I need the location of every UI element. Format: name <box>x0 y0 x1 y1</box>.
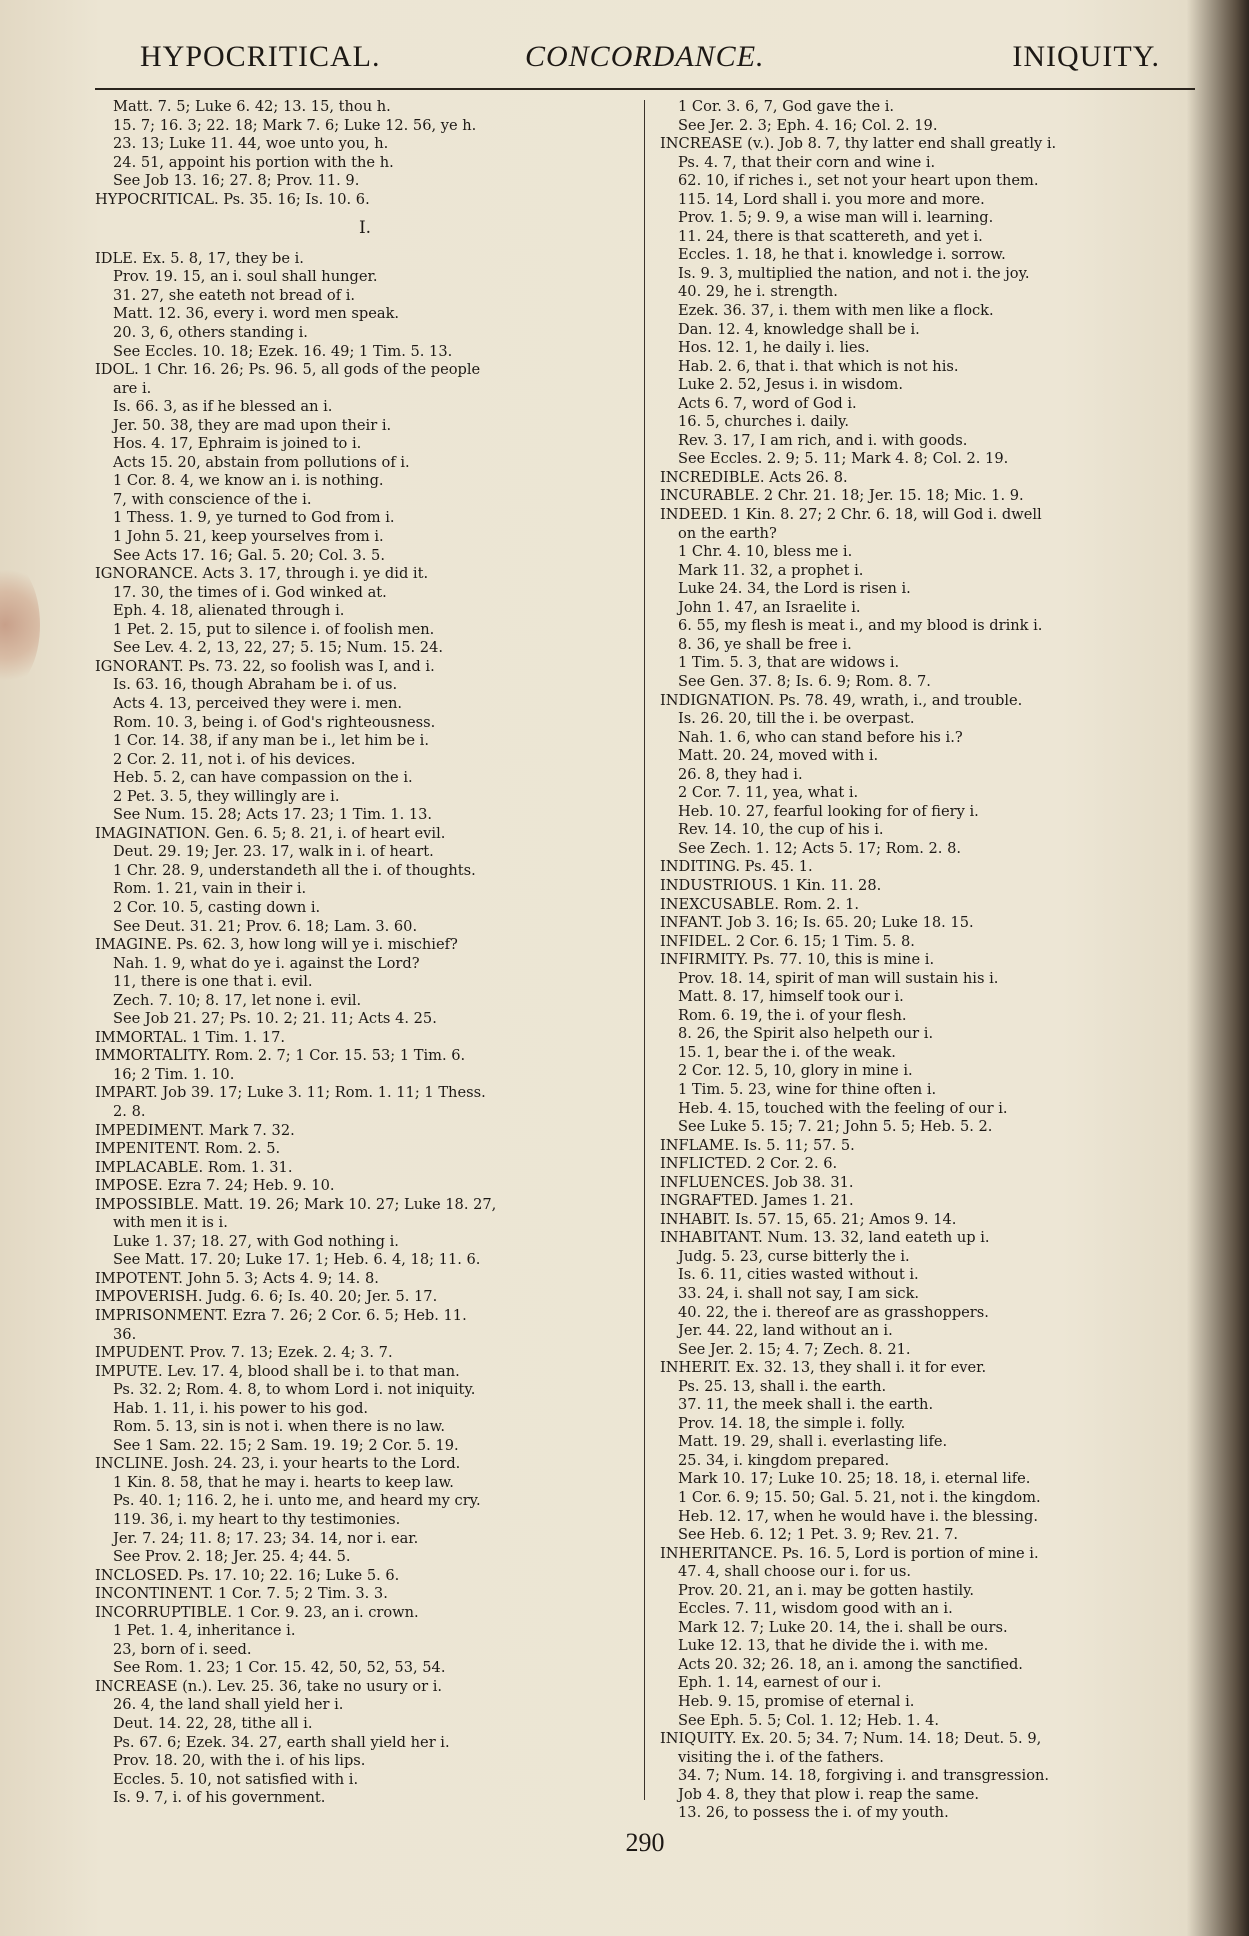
entry-line: 24. 51, appoint his portion with the h. <box>113 153 394 171</box>
entry-line: 15. 1, bear the i. of the weak. <box>678 1043 896 1061</box>
header-last-word: INIQUITY. <box>1012 40 1160 73</box>
entry-line: See Acts 17. 16; Gal. 5. 20; Col. 3. 5. <box>113 546 385 564</box>
entry-line: 119. 36, i. my heart to thy testimonies. <box>113 1511 401 1529</box>
entry-headword-line: IMPUDENT. Prov. 7. 13; Ezek. 2. 4; 3. 7. <box>95 1344 393 1362</box>
entry-headword-line: INCREASE (n.). Lev. 25. 36, take no usury or i. <box>95 1677 443 1695</box>
entry-headword-line: IMPOVERISH. Judg. 6. 6; Is. 40. 20; Jer. 5. 17. <box>95 1288 438 1306</box>
right-column <box>660 98 1200 1823</box>
entry-line: Deut. 29. 19; Jer. 23. 17, walk in i. of heart. <box>113 843 434 861</box>
entry-line: with men it is i. <box>113 1214 228 1232</box>
entry-line: Acts 6. 7, word of God i. <box>678 394 857 412</box>
column-divider <box>644 100 645 1800</box>
entry-headword-line: IMPLACABLE. Rom. 1. 31. <box>95 1158 293 1176</box>
entry-line: 1 Thess. 1. 9, ye turned to God from i. <box>113 509 395 527</box>
entry-line: 8. 36, ye shall be free i. <box>678 635 852 653</box>
entry-headword-line: IMPENITENT. Rom. 2. 5. <box>95 1140 281 1158</box>
entry-line: Heb. 10. 27, fearful looking for of fiery i. <box>678 802 979 820</box>
entry-headword-line: INCREDIBLE. Acts 26. 8. <box>660 468 848 486</box>
entry-line: Heb. 12. 17, when he would have i. the blessing. <box>678 1507 1039 1525</box>
entry-headword-line: INCONTINENT. 1 Cor. 7. 5; 2 Tim. 3. 3. <box>95 1585 388 1603</box>
entry-line: Matt. 19. 29, shall i. everlasting life. <box>678 1433 948 1451</box>
entry-line: Ps. 40. 1; 116. 2, he i. unto me, and heard my cry. <box>113 1492 481 1510</box>
entry-line: 16. 5, churches i. daily. <box>678 413 849 431</box>
entry-headword-line: INCREASE (v.). Job 8. 7, thy latter end shall greatly i. <box>660 135 1057 153</box>
entry-line: Matt. 12. 36, every i. word men speak. <box>113 305 400 323</box>
entry-headword-line: INDIGNATION. Ps. 78. 49, wrath, i., and trouble. <box>660 691 1023 709</box>
entry-line: 1 John 5. 21, keep yourselves from i. <box>113 528 384 546</box>
entry-line: on the earth? <box>678 524 777 542</box>
entry-line: Prov. 1. 5; 9. 9, a wise man will i. learning. <box>678 209 994 227</box>
entry-headword-line: IMPRISONMENT. Ezra 7. 26; 2 Cor. 6. 5; Heb. 11. <box>95 1307 467 1324</box>
header-title: CONCORDANCE. <box>525 40 765 73</box>
entry-line: 20. 3, 6, others standing i. <box>113 324 308 342</box>
entry-line: Nah. 1. 9, what do ye i. against the Lord? <box>113 954 420 972</box>
entry-headword-line: IGNORANT. Ps. 73. 22, so foolish was I, and i. <box>95 657 435 675</box>
entry-line: Rom. 6. 19, the i. of your flesh. <box>678 1006 907 1024</box>
entry-line: See Lev. 4. 2, 13, 22, 27; 5. 15; Num. 15. 24. <box>113 639 444 657</box>
entry-line: Matt. 7. 5; Luke 6. 42; 13. 15, thou h. <box>113 98 391 115</box>
entry-headword-line: IMPUTE. Lev. 17. 4, blood shall be i. to that man. <box>95 1362 460 1380</box>
entry-headword-line: INFLUENCES. Job 38. 31. <box>660 1173 854 1191</box>
entry-line: Prov. 18. 14, spirit of man will sustain his i. <box>678 969 999 987</box>
entry-line: 40. 29, he i. strength. <box>678 283 838 301</box>
entry-line: Is. 9. 7, i. of his government. <box>113 1789 326 1807</box>
entry-line: 2 Pet. 3. 5, they willingly are i. <box>113 787 340 805</box>
entry-line: 1 Cor. 3. 6, 7, God gave the i. <box>678 98 895 115</box>
entry-line: 1 Pet. 1. 4, inheritance i. <box>113 1622 296 1640</box>
entry-headword-line: IDLE. Ex. 5. 8, 17, they be i. <box>95 249 304 267</box>
entry-line: Prov. 18. 20, with the i. of his lips. <box>113 1752 366 1770</box>
entry-line: Hos. 12. 1, he daily i. lies. <box>678 339 870 357</box>
entry-line: 1 Chr. 28. 9, understandeth all the i. of thoughts. <box>113 861 476 879</box>
entry-headword-line: INIQUITY. Ex. 20. 5; 34. 7; Num. 14. 18; Deut. 5. 9, <box>660 1730 1042 1748</box>
entry-line: See Gen. 37. 8; Is. 6. 9; Rom. 8. 7. <box>678 672 931 690</box>
entry-line: 1 Cor. 14. 38, if any man be i., let him be i. <box>113 732 429 750</box>
entry-headword-line: IMPART. Job 39. 17; Luke 3. 11; Rom. 1. 11; 1 Thess. <box>95 1084 486 1102</box>
entry-line: See Num. 15. 28; Acts 17. 23; 1 Tim. 1. 13. <box>113 806 433 824</box>
entry-headword-line: IDOL. 1 Chr. 16. 26; Ps. 96. 5, all gods of the people <box>95 361 481 379</box>
entry-line: Ps. 67. 6; Ezek. 34. 27, earth shall yield her i. <box>113 1733 450 1751</box>
entry-line: 11. 24, there is that scattereth, and yet i. <box>678 227 983 245</box>
entry-line: Hab. 2. 6, that i. that which is not his. <box>678 357 959 375</box>
entry-line: visiting the i. of the fathers. <box>678 1748 884 1766</box>
entry-line: 1 Tim. 5. 23, wine for thine often i. <box>678 1080 937 1098</box>
entry-line: See Jer. 2. 15; 4. 7; Zech. 8. 21. <box>678 1340 911 1358</box>
entry-line: 1 Tim. 5. 3, that are widows i. <box>678 654 900 672</box>
entry-headword-line: INFIRMITY. Ps. 77. 10, this is mine i. <box>660 951 935 969</box>
entry-line: 1 Kin. 8. 58, that he may i. hearts to keep law. <box>113 1473 454 1491</box>
entry-line: Ps. 4. 7, that their corn and wine i. <box>678 153 936 171</box>
header-first-word: HYPOCRITICAL. <box>140 40 381 73</box>
entry-line: Prov. 19. 15, an i. soul shall hunger. <box>113 268 378 286</box>
entry-line: 115. 14, Lord shall i. you more and more. <box>678 190 985 208</box>
entry-line: Is. 66. 3, as if he blessed an i. <box>113 398 333 416</box>
entry-line: See Luke 5. 15; 7. 21; John 5. 5; Heb. 5. 2. <box>678 1118 993 1136</box>
entry-headword-line: INHERIT. Ex. 32. 13, they shall i. it for ever. <box>660 1359 987 1377</box>
entry-line: 25. 34, i. kingdom prepared. <box>678 1451 890 1469</box>
entry-line: Nah. 1. 6, who can stand before his i.? <box>678 728 963 746</box>
entry-headword-line: IGNORANCE. Acts 3. 17, through i. ye did it. <box>95 565 429 583</box>
entry-line: See Zech. 1. 12; Acts 5. 17; Rom. 2. 8. <box>678 839 961 857</box>
page-stain <box>0 560 40 690</box>
entry-line: 33. 24, i. shall not say, I am sick. <box>678 1285 920 1302</box>
entry-line: Hab. 1. 11, i. his power to his god. <box>113 1399 369 1417</box>
entry-headword-line: INHABITANT. Num. 13. 32, land eateth up i. <box>660 1229 990 1247</box>
entry-line: 1 Pet. 2. 15, put to silence i. of foolish men. <box>113 620 435 638</box>
entry-headword-line: IMMORTAL. 1 Tim. 1. 17. <box>95 1028 286 1046</box>
entry-line: Luke 2. 52, Jesus i. in wisdom. <box>678 376 904 394</box>
entry-line: 26. 8, they had i. <box>678 765 803 783</box>
entry-line: Luke 12. 13, that he divide the i. with me. <box>678 1637 989 1655</box>
entry-line: Dan. 12. 4, knowledge shall be i. <box>678 320 920 338</box>
entry-headword-line: INCORRUPTIBLE. 1 Cor. 9. 23, an i. crown. <box>95 1603 419 1621</box>
entry-line: Mark 11. 32, a prophet i. <box>678 561 864 579</box>
entry-line: See Job 13. 16; 27. 8; Prov. 11. 9. <box>113 172 360 190</box>
entry-line: Rom. 1. 21, vain in their i. <box>113 880 307 898</box>
entry-line: 37. 11, the meek shall i. the earth. <box>678 1396 934 1414</box>
entry-line: Mark 12. 7; Luke 20. 14, the i. shall be ours. <box>678 1618 1008 1636</box>
entry-line: See Rom. 1. 23; 1 Cor. 15. 42, 50, 52, 53, 54. <box>113 1659 446 1677</box>
entry-line: 2 Cor. 12. 5, 10, glory in mine i. <box>678 1062 913 1080</box>
entry-headword-line: INDITING. Ps. 45. 1. <box>660 858 813 876</box>
entry-line: Jer. 7. 24; 11. 8; 17. 23; 34. 14, nor i. ear. <box>113 1529 419 1547</box>
entry-headword-line: INFLICTED. 2 Cor. 2. 6. <box>660 1155 838 1173</box>
entry-line: Heb. 5. 2, can have compassion on the i. <box>113 769 413 787</box>
entry-line: 47. 4, shall choose our i. for us. <box>678 1563 911 1581</box>
header-rule <box>95 88 1195 90</box>
entry-line: are i. <box>113 379 152 397</box>
entry-headword-line: INCLINE. Josh. 24. 23, i. your hearts to the Lord. <box>95 1455 461 1473</box>
entry-line: Eccles. 7. 11, wisdom good with an i. <box>678 1600 953 1618</box>
entry-headword-line: INFANT. Job 3. 16; Is. 65. 20; Luke 18. 15. <box>660 914 974 932</box>
entry-line: 16; 2 Tim. 1. 10. <box>113 1065 235 1083</box>
entry-line: Eph. 1. 14, earnest of our i. <box>678 1674 882 1692</box>
entry-line: 17. 30, the times of i. God winked at. <box>113 583 387 601</box>
entry-line: Rom. 10. 3, being i. of God's righteousness. <box>113 713 436 731</box>
entry-line: See Heb. 6. 12; 1 Pet. 3. 9; Rev. 21. 7. <box>678 1526 959 1544</box>
entry-headword-line: INHABIT. Is. 57. 15, 65. 21; Amos 9. 14. <box>660 1210 957 1228</box>
entry-line: 2 Cor. 2. 11, not i. of his devices. <box>113 750 356 768</box>
entry-line: Rev. 3. 17, I am rich, and i. with goods. <box>678 431 968 449</box>
entry-line: 8. 26, the Spirit also helpeth our i. <box>678 1025 934 1043</box>
entry-line: Is. 6. 11, cities wasted without i. <box>678 1266 919 1284</box>
entry-line: 62. 10, if riches i., set not your heart upon them. <box>678 172 1039 190</box>
entry-line: Is. 63. 16, though Abraham be i. of us. <box>113 676 398 694</box>
entry-line: 26. 4, the land shall yield her i. <box>113 1696 344 1714</box>
entry-line: 1 Cor. 8. 4, we know an i. is nothing. <box>113 472 384 490</box>
entry-line: See Matt. 17. 20; Luke 17. 1; Heb. 6. 4, 18; 11. 6. <box>113 1251 481 1269</box>
entry-headword-line: IMPOSE. Ezra 7. 24; Heb. 9. 10. <box>95 1177 335 1195</box>
entry-headword-line: INCURABLE. 2 Chr. 21. 18; Jer. 15. 18; Mic. 1. 9. <box>660 487 1024 505</box>
entry-line: Prov. 14. 18, the simple i. folly. <box>678 1414 906 1432</box>
entry-line: Jer. 44. 22, land without an i. <box>678 1322 893 1340</box>
entry-headword-line: IMPOSSIBLE. Matt. 19. 26; Mark 10. 27; Luke 18. 27, <box>95 1195 497 1213</box>
entry-line: Matt. 8. 17, himself took our i. <box>678 988 904 1006</box>
entry-line: Judg. 5. 23, curse bitterly the i. <box>678 1247 910 1265</box>
entry-line: 11, there is one that i. evil. <box>113 973 313 991</box>
entry-line: Job 4. 8, they that plow i. reap the same. <box>678 1785 980 1803</box>
entry-line: See 1 Sam. 22. 15; 2 Sam. 19. 19; 2 Cor. 5. 19. <box>113 1436 459 1454</box>
entry-headword-line: IMPOTENT. John 5. 3; Acts 4. 9; 14. 8. <box>95 1269 379 1287</box>
entry-line: Luke 1. 37; 18. 27, with God nothing i. <box>113 1232 399 1250</box>
entry-line: Ezek. 36. 37, i. them with men like a flock. <box>678 302 994 320</box>
entry-headword-line: IMPEDIMENT. Mark 7. 32. <box>95 1121 295 1139</box>
left-column <box>95 98 635 1808</box>
entry-line: 15. 7; 16. 3; 22. 18; Mark 7. 6; Luke 12. 56, ye h. <box>113 116 477 134</box>
entry-line: 2 Cor. 7. 11, yea, what i. <box>678 784 859 802</box>
entry-line: Rev. 14. 10, the cup of his i. <box>678 821 884 839</box>
entry-line: Prov. 20. 21, an i. may be gotten hastily. <box>678 1581 975 1599</box>
entry-headword-line: HYPOCRITICAL. Ps. 35. 16; Is. 10. 6. <box>95 190 370 208</box>
entry-line: Zech. 7. 10; 8. 17, let none i. evil. <box>113 991 362 1009</box>
entry-line: Heb. 9. 15, promise of eternal i. <box>678 1693 915 1711</box>
entry-line: Ps. 25. 13, shall i. the earth. <box>678 1377 887 1395</box>
entry-line: Eph. 4. 18, alienated through i. <box>113 602 345 620</box>
entry-line: Is. 26. 20, till the i. be overpast. <box>678 710 915 728</box>
entry-line: 6. 55, my flesh is meat i., and my blood is drink i. <box>678 617 1043 635</box>
entry-line: Deut. 14. 22, 28, tithe all i. <box>113 1715 313 1733</box>
entry-line: 1 Chr. 4. 10, bless me i. <box>678 543 853 561</box>
entry-line: 23. 13; Luke 11. 44, woe unto you, h. <box>113 135 389 153</box>
entry-line: 13. 26, to possess the i. of my youth. <box>678 1804 949 1822</box>
entry-line: 2. 8. <box>113 1102 146 1120</box>
entry-line: 7, with conscience of the i. <box>113 490 312 508</box>
entry-line: 34. 7; Num. 14. 18, forgiving i. and transgression. <box>678 1767 1050 1785</box>
entry-headword-line: IMAGINATION. Gen. 6. 5; 8. 21, i. of heart evil. <box>95 824 446 842</box>
entry-line: Luke 24. 34, the Lord is risen i. <box>678 580 911 598</box>
entry-headword-line: IMAGINE. Ps. 62. 3, how long will ye i. mischief? <box>95 936 458 954</box>
entry-line: Eccles. 1. 18, he that i. knowledge i. sorrow. <box>678 246 1006 264</box>
entry-headword-line: INHERITANCE. Ps. 16. 5, Lord is portion of mine i. <box>660 1544 1039 1562</box>
entry-line: Hos. 4. 17, Ephraim is joined to i. <box>113 435 362 453</box>
entry-line: See Prov. 2. 18; Jer. 25. 4; 44. 5. <box>113 1548 351 1566</box>
entry-line: Ps. 32. 2; Rom. 4. 8, to whom Lord i. not iniquity. <box>113 1381 476 1399</box>
entry-line: Matt. 20. 24, moved with i. <box>678 747 879 765</box>
entry-line: Is. 9. 3, multiplied the nation, and not i. the joy. <box>678 264 1030 282</box>
entry-line: See Jer. 2. 3; Eph. 4. 16; Col. 2. 19. <box>678 116 938 134</box>
entry-headword-line: IMMORTALITY. Rom. 2. 7; 1 Cor. 15. 53; 1 Tim. 6. <box>95 1047 466 1065</box>
entry-line: See Eccles. 2. 9; 5. 11; Mark 4. 8; Col. 2. 19. <box>678 450 1009 468</box>
entry-line: Mark 10. 17; Luke 10. 25; 18. 18, i. eternal life. <box>678 1470 1031 1488</box>
entry-line: 2 Cor. 10. 5, casting down i. <box>113 898 321 916</box>
entry-line: John 1. 47, an Israelite i. <box>678 598 861 616</box>
entry-headword-line: INDEED. 1 Kin. 8. 27; 2 Chr. 6. 18, will God i. dwell <box>660 506 1042 524</box>
entry-line: 23, born of i. seed. <box>113 1640 252 1658</box>
entry-line: Rom. 5. 13, sin is not i. when there is no law. <box>113 1418 446 1436</box>
entry-line: Acts 4. 13, perceived they were i. men. <box>113 694 403 712</box>
entry-line: 36. <box>113 1325 137 1343</box>
entry-headword-line: INCLOSED. Ps. 17. 10; 22. 16; Luke 5. 6. <box>95 1566 400 1584</box>
entry-line: Heb. 4. 15, touched with the feeling of our i. <box>678 1099 1008 1117</box>
entry-line: 40. 22, the i. thereof are as grasshoppers. <box>678 1303 989 1321</box>
entry-headword-line: INGRAFTED. James 1. 21. <box>660 1192 854 1210</box>
entry-line: Acts 15. 20, abstain from pollutions of i. <box>113 453 410 471</box>
entry-line: See Eccles. 10. 18; Ezek. 16. 49; 1 Tim. 5. 13. <box>113 342 453 360</box>
entry-line: See Job 21. 27; Ps. 10. 2; 21. 11; Acts 4. 25. <box>113 1010 437 1028</box>
running-header <box>140 40 1160 80</box>
entry-line: Eccles. 5. 10, not satisfied with i. <box>113 1770 359 1788</box>
page-number: 290 <box>625 1828 665 1857</box>
entry-line: Jer. 50. 38, they are mad upon their i. <box>113 416 392 434</box>
entry-headword-line: INEXCUSABLE. Rom. 2. 1. <box>660 895 860 913</box>
entry-line: 31. 27, she eateth not bread of i. <box>113 286 356 304</box>
entry-line: See Eph. 5. 5; Col. 1. 12; Heb. 1. 4. <box>678 1711 940 1729</box>
entry-line: Acts 20. 32; 26. 18, an i. among the sanctified. <box>678 1655 1023 1673</box>
entry-headword-line: INDUSTRIOUS. 1 Kin. 11. 28. <box>660 876 882 894</box>
entry-line: 1 Cor. 6. 9; 15. 50; Gal. 5. 21, not i. the kingdom. <box>678 1489 1041 1507</box>
entry-headword-line: INFLAME. Is. 5. 11; 57. 5. <box>660 1136 855 1154</box>
section-letter: I. <box>358 218 372 239</box>
entry-headword-line: INFIDEL. 2 Cor. 6. 15; 1 Tim. 5. 8. <box>660 932 915 950</box>
entry-line: See Deut. 31. 21; Prov. 6. 18; Lam. 3. 60. <box>113 917 418 935</box>
